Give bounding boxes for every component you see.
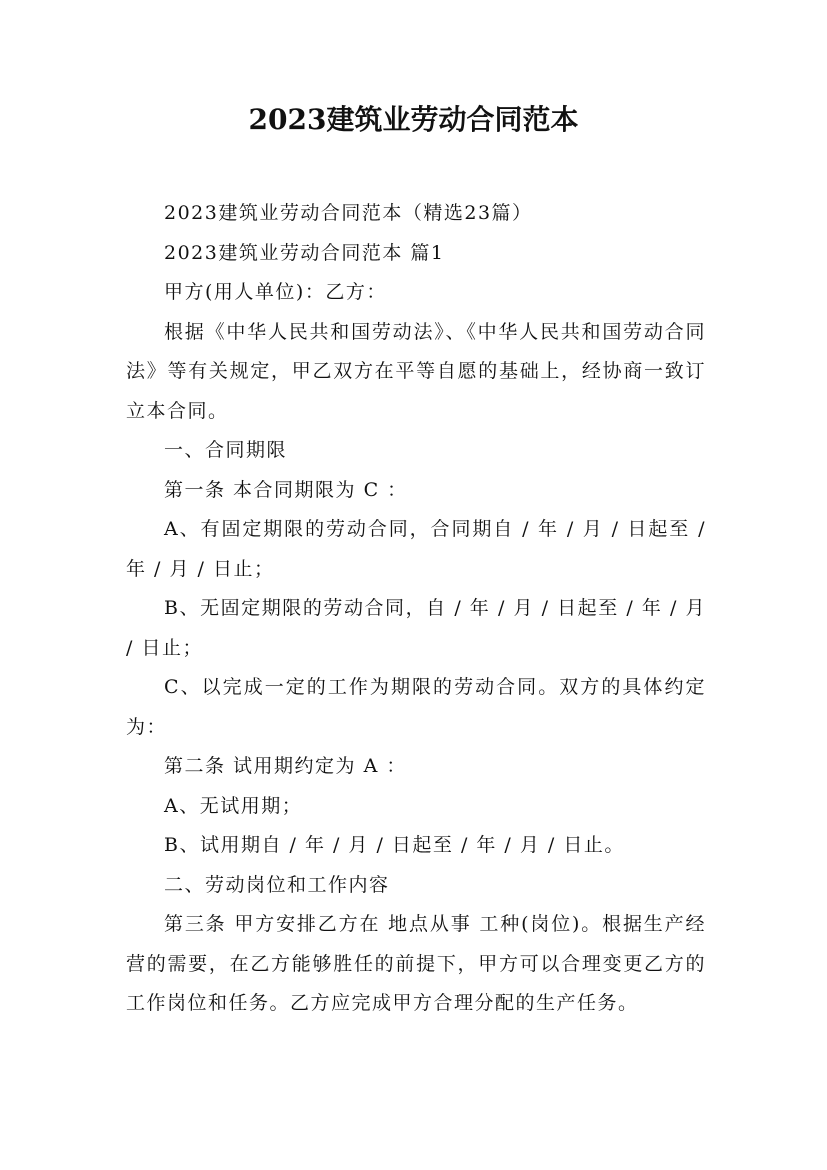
article-1-option-b: B、无固定期限的劳动合同，自 / 年 / 月 / 日起至 / 年 / 月 / 日止；: [126, 597, 706, 659]
article-3-paragraph: 第三条 甲方安排乙方在 地点从事 工种(岗位)。根据生产经营的需要，在乙方能够胜任的前提下，甲方可以合理变更乙方的工作岗位和任务。乙方应完成甲方合理分配的生产任务。: [126, 913, 706, 1014]
article-1-option-c: C、以完成一定的工作为期限的劳动合同。双方的具体约定为：: [126, 676, 706, 738]
heading-contract-term: 一、合同期限: [164, 439, 288, 461]
article-2-paragraph: 第二条 试用期约定为 A ：: [164, 755, 407, 777]
parties-paragraph: 甲方(用人单位)：乙方：: [164, 281, 387, 303]
subtitle-paragraph: 2023建筑业劳动合同范本（精选23篇）: [164, 202, 533, 224]
document-body: [126, 194, 706, 1024]
article-1-paragraph: 第一条 本合同期限为 C ：: [164, 478, 408, 501]
document-title: 2023建筑业劳动合同范本: [248, 103, 579, 136]
section-heading-paragraph: 2023建筑业劳动合同范本 篇1: [164, 241, 445, 264]
heading-job-content: 二、劳动岗位和工作内容: [164, 873, 390, 896]
article-1-option-a: A、有固定期限的劳动合同，合同期自 / 年 / 月 / 日起至 / 年 / 月 / 日止；: [126, 518, 706, 580]
preamble-paragraph: 根据《中华人民共和国劳动法》、《中华人民共和国劳动合同法》等有关规定，甲乙双方在平等自愿的基础上，经协商一致订立本合同。: [126, 320, 706, 422]
article-2-option-b: B、试用期自 / 年 / 月 / 日起至 / 年 / 月 / 日止。: [164, 834, 625, 856]
article-2-option-a: A、无试用期；: [164, 794, 303, 817]
